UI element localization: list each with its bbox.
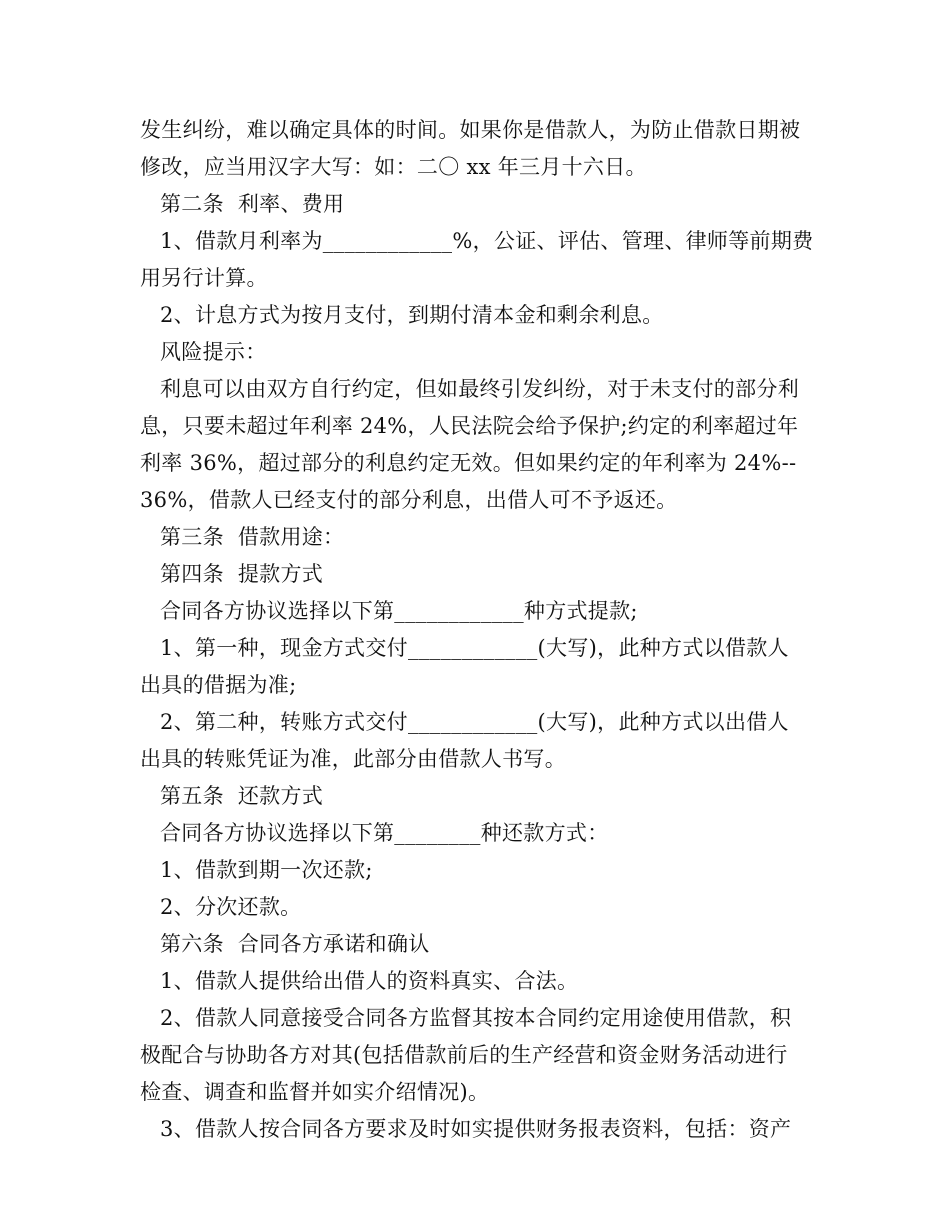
section-heading: 第六条 合同各方承诺和确认 [160, 932, 430, 956]
text-line: 1、借款人提供给出借人的资料真实、合法。 [160, 969, 579, 993]
text-line: 用另行计算。 [140, 266, 268, 290]
text-line: 3、借款人按合同各方要求及时如实提供财务报表资料，包括：资产 [160, 1117, 792, 1141]
text-line: 1、借款到期一次还款; [160, 858, 373, 882]
text-line: 2、计息方式为按月支付，到期付清本金和剩余利息。 [160, 303, 664, 327]
text-line: 利率 36%，超过部分的利息约定无效。但如果约定的年利率为 24%-- [140, 451, 797, 475]
text-line: 息，只要未超过年利率 24%，人民法院会给予保护;约定的利率超过年 [140, 414, 799, 438]
text-line: 合同各方协议选择以下第________种还款方式： [160, 821, 609, 845]
section-heading: 第五条 还款方式 [160, 784, 324, 808]
text-line: 2、第二种，转账方式交付____________(大写)，此种方式以出借人 [160, 710, 789, 734]
text-line: 2、分次还款。 [160, 895, 302, 919]
text-line: 检查、调查和监督并如实介绍情况)。 [140, 1080, 490, 1104]
text-line: 1、借款月利率为____________%，公证、评估、管理、律师等前期费 [160, 229, 814, 253]
risk-heading: 风险提示： [160, 340, 267, 364]
text-line: 极配合与协助各方对其(包括借款前后的生产经营和资金财务活动进行 [140, 1043, 788, 1067]
text-line: 36%，借款人已经支付的部分利息，出借人可不予返还。 [140, 488, 678, 512]
text-line: 出具的借据为准; [140, 673, 297, 697]
text-line: 2、借款人同意接受合同各方监督其按本合同约定用途使用借款，积 [160, 1006, 792, 1030]
text-line: 发生纠纷，难以确定具体的时间。如果你是借款人，为防止借款日期被 [140, 118, 801, 142]
section-heading: 第二条 利率、费用 [160, 192, 345, 216]
section-heading: 第四条 提款方式 [160, 562, 324, 586]
text-line: 修改，应当用汉字大写：如：二〇 xx 年三月十六日。 [140, 155, 647, 179]
text-line: 1、第一种，现金方式交付____________(大写)，此种方式以借款人 [160, 636, 789, 660]
text-line: 利息可以由双方自行约定，但如最终引发纠纷，对于未支付的部分利 [160, 377, 799, 401]
section-heading: 第三条 借款用途： [160, 525, 345, 549]
text-line: 合同各方协议选择以下第____________种方式提款; [160, 599, 638, 623]
text-line: 出具的转账凭证为准，此部分由借款人书写。 [140, 747, 566, 771]
